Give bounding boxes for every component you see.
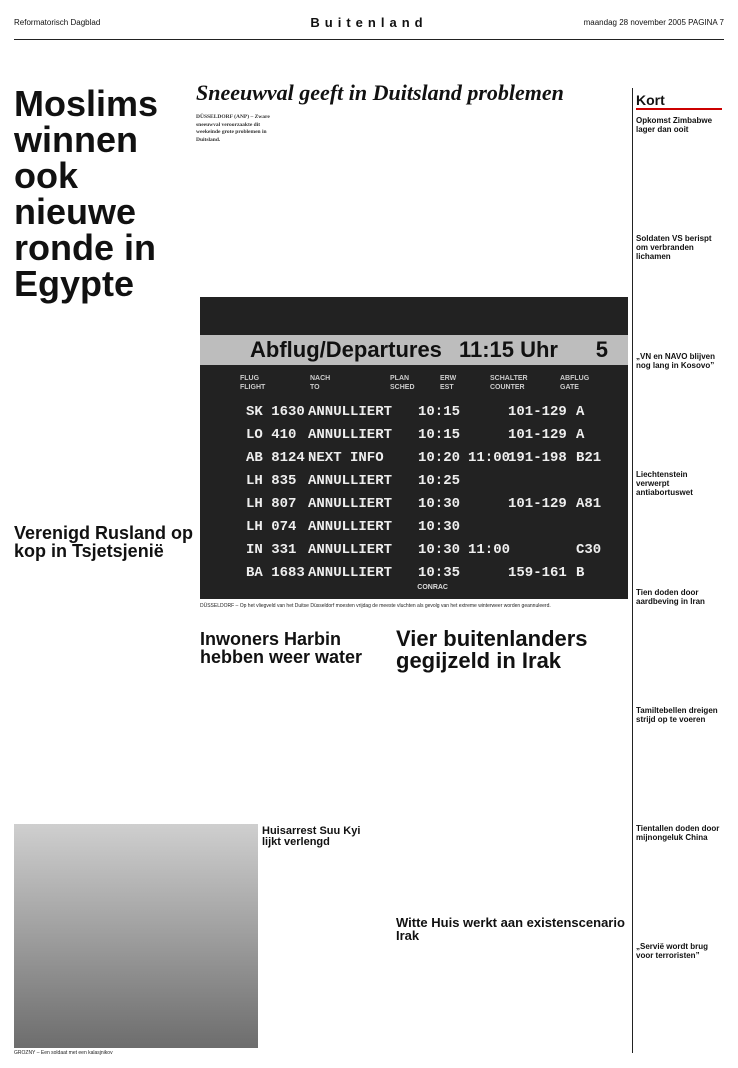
brief-body [636,610,722,692]
board-cell-s: ANNULLIERT [308,427,393,443]
board-cell-f: SK 1630 [246,404,305,420]
board-cell-p: 10:30 [418,542,461,558]
publication-name: Reformatorisch Dagblad [14,18,101,27]
section-title: Buitenland [310,15,428,30]
board-cell-s: ANNULLIERT [308,473,393,489]
brief-heading: Tientallen doden door mijnongeluk China [636,824,720,842]
board-cell-s: ANNULLIERT [308,404,393,420]
witte-huis-body-col2 [474,940,548,1052]
board-cell-f: LH 807 [246,496,297,512]
board-cell-c: 101-129 [508,404,567,420]
duitsland-body-col4 [455,114,540,198]
board-cell-c: 159-161 [508,565,567,581]
grozny-caption: GROZNY – Een soldaat met een kalasjnikov [14,1050,113,1056]
board-row [246,493,602,515]
board-title: Abflug/Departures [250,337,442,362]
witte-huis-headline: Witte Huis werkt aan existenscenario Irak [396,915,625,943]
board-header-0: FLUG [240,375,260,382]
board-column-headers [240,375,588,397]
board-row [246,470,588,492]
board-header2-3: EST [440,384,454,391]
kort-label: Kort [636,92,665,108]
board-row [246,424,588,446]
brief-heading: Tamiltebellen dreigen strijd op te voeren [636,706,718,724]
irak-body-col1 [396,694,472,814]
board-cell-f: IN 331 [246,542,297,558]
grozny-photo [14,824,258,1048]
board-cell-f: LH 835 [246,473,297,489]
page-header [14,10,724,40]
board-cell-g: A [576,404,585,420]
duitsland-lead: DÜSSELDORF (ANP) – Zware sneeuwval veroorzaakte dit weekeinde grote problemen in Duitsland. [196,114,270,143]
board-cell-g: A81 [576,496,602,512]
tsjetsjenie-body-col2 [108,580,198,820]
board-cell-f: LH 074 [246,519,297,535]
board-cell-s: ANNULLIERT [308,565,393,581]
board-cell-f: LO 410 [246,427,297,443]
board-cell-s: ANNULLIERT [308,519,393,535]
board-cell-g: B21 [576,450,602,466]
board-cell-g: C30 [576,542,602,558]
brief-heading: „VN en NAVO blijven nog lang in Kosovo” [636,352,715,370]
date-page: maandag 28 november 2005 PAGINA 7 [583,18,724,27]
board-cell-s: ANNULLIERT [308,542,393,558]
witte-huis-body-col1 [396,940,470,1052]
brief-heading: Tien doden door aardbeving in Iran [636,588,705,606]
board-row [246,401,588,423]
irak-body-col2 [476,694,552,814]
conrac-logo: CONRAC [417,584,448,591]
board-cell-s: ANNULLIERT [308,496,393,512]
irak-headline: Vier buitenlanders gegijzeld in Irak [396,626,588,673]
witte-huis-body-col3 [552,940,628,1052]
board-header2-4: COUNTER [490,384,525,391]
board-row [246,539,602,561]
board-row [246,447,602,469]
harbin-headline: Inwoners Harbin hebben weer water [200,629,363,667]
board-cell-g: B [576,565,585,581]
brief-body [636,728,722,810]
board-cell-f: AB 8124 [246,450,305,466]
board-cell-s: NEXT INFO [308,450,384,466]
board-cell-p: 10:15 [418,404,461,420]
board-header-5: ABFLUG [560,375,590,382]
brief-body [636,492,722,574]
brief-heading: Opkomst Zimbabwe lager dan ooit [636,116,713,134]
harbin-body-col2 [292,684,380,814]
board-cell-p: 10:35 [418,565,461,581]
kort-band [636,92,722,110]
duitsland-body-col3 [371,114,451,198]
board-header2-1: TO [310,384,320,391]
board-banner [200,335,628,365]
brief-body [636,256,722,338]
board-header2-5: GATE [560,384,579,391]
board-header2-2: SCHED [390,384,415,391]
board-caption: DÜSSELDORF – Op het vliegveld van het Duitse Düsseldorf moesten vrijdag de meeste vluchten als gevolg van het extreme winterweer worden geannuleerd. [200,603,551,609]
suu-body [262,874,386,1054]
board-row [246,516,588,538]
tsjetsjenie-body-col1 [14,580,104,820]
departures-board-photo [200,297,628,599]
board-header-1: NACH [310,375,331,382]
board-cell-f: BA 1683 [246,565,305,581]
kort-briefs [636,116,724,1056]
brief-heading: Liechtenstein verwerpt antiabortuswet [636,470,693,497]
board-row [246,562,588,584]
suu-headline: Huisarrest Suu Kyi lijkt verlengd [262,825,361,848]
kort-divider [632,88,633,1053]
brief-heading: „Servië wordt brug voor terroristen” [636,942,709,960]
brief-body [636,374,722,456]
harbin-body-col1 [200,684,288,814]
board-cell-e: 11:00 [468,542,511,558]
board-time: 11:15 Uhr [458,337,558,362]
irak-body-col3 [556,694,628,814]
board-cell-c: 101-129 [508,427,567,443]
board-cell-c: 191-198 [508,450,567,466]
board-header-3: ERW [440,375,457,382]
board-cell-c: 101-129 [508,496,567,512]
duitsland-headline: Sneeuwval geeft in Duitsland problemen [196,80,564,105]
board-cell-e: 11:00 [468,450,511,466]
board-header2-0: FLIGHT [240,384,266,391]
board-cell-p: 10:25 [418,473,461,489]
egypte-headline: Moslims winnen ook nieuwe ronde in Egypte [14,83,159,304]
board-cell-p: 10:20 [418,450,461,466]
board-header-4: SCHALTER [490,375,528,382]
egypte-body-col2 [101,204,191,504]
board-cell-g: A [576,427,585,443]
board-header-2: PLAN [390,375,410,382]
board-number: 5 [595,337,608,362]
board-cell-p: 10:30 [418,496,461,512]
tsjetsjenie-headline: Verenigd Rusland op kop in Tsjetsjenië [14,523,194,561]
brief-heading: Soldaten VS berispt om verbranden lichamen [636,234,712,261]
board-cell-p: 10:30 [418,519,461,535]
board-cell-p: 10:15 [418,427,461,443]
brief-body [636,846,722,928]
brief-body [636,964,722,1046]
duitsland-body-col5 [544,114,629,198]
brief-body [636,138,722,220]
egypte-body-col1 [14,204,96,504]
duitsland-body-col2 [287,114,367,198]
